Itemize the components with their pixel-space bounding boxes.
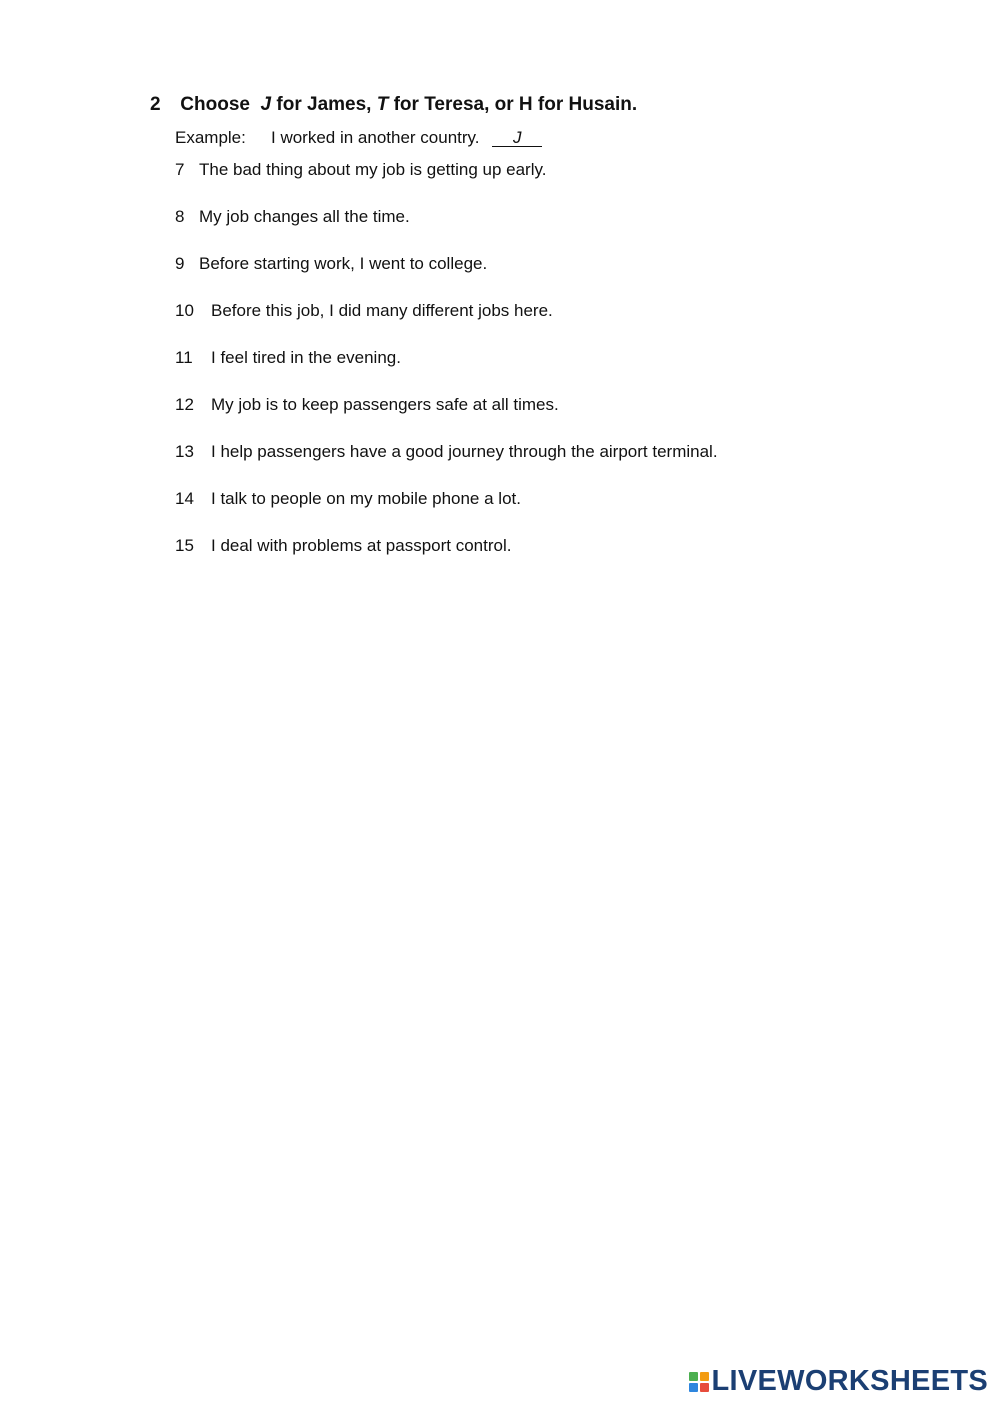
question-number: 15 — [175, 536, 194, 555]
question-text: I feel tired in the evening. — [211, 348, 401, 367]
question-text: Before starting work, I went to college. — [199, 254, 488, 273]
question-item — [175, 254, 718, 301]
question-number: 7 — [175, 160, 185, 179]
question-item — [175, 301, 718, 348]
example-label: Example: — [175, 128, 246, 147]
question-number: 10 — [175, 301, 194, 320]
question-number: 12 — [175, 395, 194, 414]
question-number: 13 — [175, 442, 194, 461]
question-number: 11 — [175, 348, 193, 367]
instruction-james: for James, — [276, 94, 372, 115]
question-item — [175, 489, 718, 536]
example-answer: J — [492, 130, 542, 147]
letter-t: T — [376, 94, 389, 115]
question-item — [175, 160, 718, 207]
question-item — [175, 442, 718, 489]
exercise-heading — [150, 94, 637, 116]
example-sentence: I worked in another country. — [271, 128, 480, 147]
question-item — [175, 395, 718, 442]
logo-square-3 — [689, 1383, 698, 1392]
instruction-prefix: Choose — [180, 94, 250, 115]
question-item — [175, 207, 718, 254]
question-number: 14 — [175, 489, 194, 508]
liveworksheets-logo — [689, 1365, 989, 1398]
instruction-teresa-husain: for Teresa, or H for Husain. — [393, 94, 638, 115]
question-item — [175, 536, 718, 583]
question-text: I deal with problems at passport control. — [211, 536, 512, 555]
example-line — [175, 128, 542, 148]
question-text: My job changes all the time. — [199, 207, 410, 226]
question-text: The bad thing about my job is getting up early. — [199, 160, 547, 179]
question-number: 8 — [175, 207, 185, 226]
logo-square-2 — [700, 1372, 709, 1381]
logo-square-4 — [700, 1383, 709, 1392]
question-list — [175, 160, 718, 583]
exercise-number: 2 — [150, 94, 161, 115]
question-text: Before this job, I did many different jobs here. — [211, 301, 553, 320]
logo-grid-icon — [689, 1372, 709, 1392]
question-number: 9 — [175, 254, 185, 273]
question-text: I talk to people on my mobile phone a lot. — [211, 489, 521, 508]
question-item — [175, 348, 718, 395]
question-text: I help passengers have a good journey through the airport terminal. — [211, 442, 718, 461]
logo-text: LIVEWORKSHEETS — [711, 1365, 988, 1397]
question-text: My job is to keep passengers safe at all times. — [211, 395, 559, 414]
letter-j: J — [260, 94, 272, 115]
logo-square-1 — [689, 1372, 698, 1381]
